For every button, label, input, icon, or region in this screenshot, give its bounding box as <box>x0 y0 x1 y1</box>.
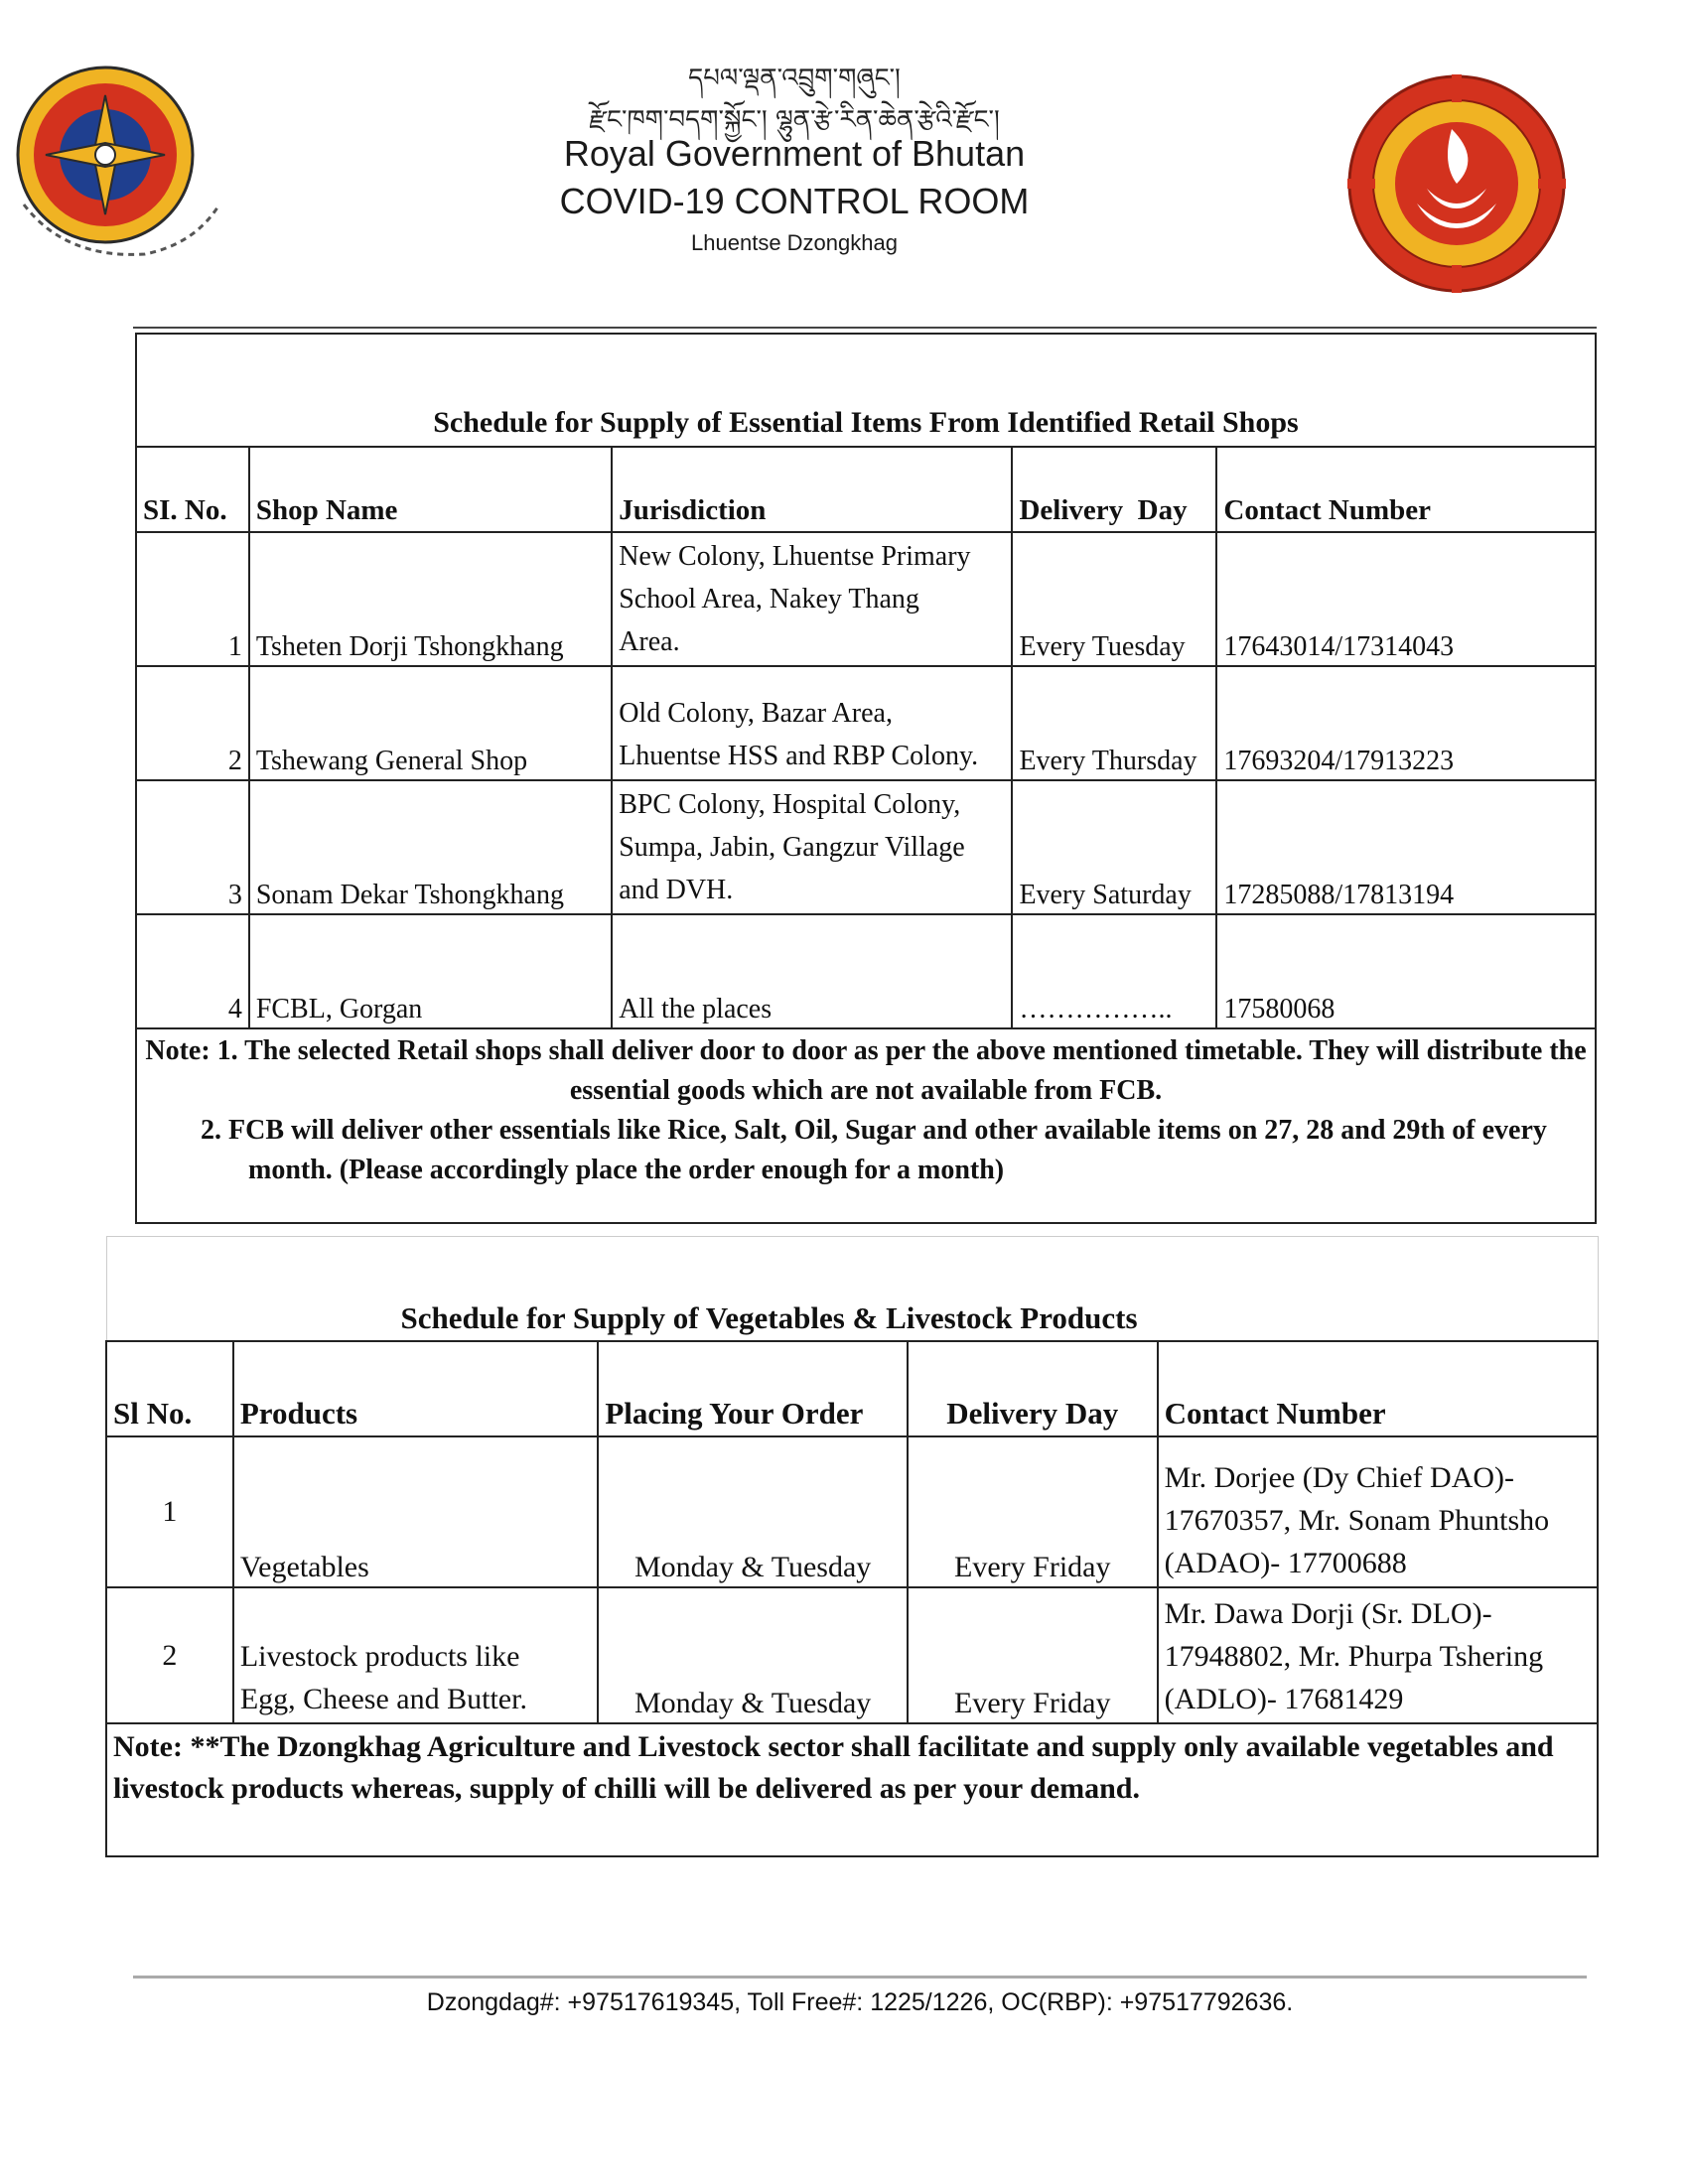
table2-contact <box>1158 1587 1598 1723</box>
jurisdiction-line: and DVH. <box>619 875 734 905</box>
table1-sl: 2 <box>136 666 249 780</box>
jurisdiction-line: Sumpa, Jabin, Gangzur Village <box>619 832 965 863</box>
table2-sl: 2 <box>106 1587 233 1723</box>
table1-day: Every Tuesday <box>1012 532 1216 666</box>
table2-sl: 1 <box>106 1436 233 1587</box>
dzongkha-title-line-1: དཔལ་ལྡན་འབྲུག་གཞུང་། <box>688 64 901 93</box>
contact-line: (ADLO)- 17681429 <box>1164 1683 1404 1715</box>
table1-header-row <box>136 447 1596 532</box>
header-divider <box>133 327 1597 329</box>
jurisdiction-line: Area. <box>619 626 680 657</box>
table2-day: Every Friday <box>908 1587 1158 1723</box>
table1-header-sl: SI. No. <box>136 447 249 532</box>
table-row <box>106 1587 1598 1723</box>
product-line: Livestock products like <box>239 1640 520 1673</box>
table1-day: …………….. <box>1012 914 1216 1028</box>
jurisdiction-line: Lhuentse HSS and RBP Colony. <box>619 741 979 771</box>
table-row <box>136 532 1596 666</box>
dzongkhag-wheel-emblem-icon <box>1342 69 1571 298</box>
vegetables-livestock-schedule-table <box>105 1236 1599 1857</box>
note-item-1: Note: 1. The selected Retail shops shall deliver door to door as per the above mentioned timetable. They will distribute the essential goods which are not available from FCB. <box>145 1035 1587 1106</box>
table2-order: Monday & Tuesday <box>598 1436 908 1587</box>
dzongkhag-name: Lhuentse Dzongkhag <box>691 230 898 255</box>
product-line: Egg, Cheese and Butter. <box>239 1683 527 1715</box>
control-room-title: COVID-19 CONTROL ROOM <box>559 181 1030 221</box>
table-row <box>136 666 1596 780</box>
contact-line: (ADAO)- 17700688 <box>1164 1547 1407 1579</box>
table1-jurisdiction <box>612 666 1012 780</box>
table1-contact: 17693204/17913223 <box>1216 666 1596 780</box>
contact-line: 17670357, Mr. Sonam Phuntsho <box>1164 1504 1550 1537</box>
table-row <box>106 1436 1598 1587</box>
table2-header-contact: Contact Number <box>1158 1341 1598 1436</box>
table2-header-row <box>106 1341 1598 1436</box>
table2-product: Vegetables <box>233 1436 599 1587</box>
table1-jurisdiction: All the places <box>612 914 1012 1028</box>
table1-contact: 17580068 <box>1216 914 1596 1028</box>
table1-shop: Tshewang General Shop <box>249 666 612 780</box>
table2-header-sl: Sl No. <box>106 1341 233 1436</box>
table2-order: Monday & Tuesday <box>598 1587 908 1723</box>
table1-shop: Tsheten Dorji Tshongkhang <box>249 532 612 666</box>
note-item-2: 2. FCB will deliver other essentials like Rice, Salt, Oil, Sugar and other available items on 27, 28 and 29th of every month. (Please accordingly place the order enough for a month) <box>201 1115 1547 1185</box>
table2-day: Every Friday <box>908 1436 1158 1587</box>
retail-shops-schedule-table <box>135 333 1597 1224</box>
table1-header-day: Delivery Day <box>1012 447 1216 532</box>
table1-jurisdiction <box>612 780 1012 914</box>
table1-header-contact: Contact Number <box>1216 447 1596 532</box>
table1-sl: 4 <box>136 914 249 1028</box>
table2-header-day: Delivery Day <box>908 1341 1158 1436</box>
table2-note: Note: **The Dzongkhag Agriculture and Livestock sector shall facilitate and supply only available vegetables and livestock products whereas, supply of chilli will be delivered as per your demand. <box>106 1723 1598 1856</box>
footer-divider <box>133 1976 1587 1979</box>
table1-header-shop: Shop Name <box>249 447 612 532</box>
jurisdiction-line: School Area, Nakey Thang <box>619 584 919 614</box>
table1-jurisdiction <box>612 532 1012 666</box>
table1-sl: 1 <box>136 532 249 666</box>
jurisdiction-line: BPC Colony, Hospital Colony, <box>619 789 961 820</box>
table1-note <box>136 1028 1596 1223</box>
table2-contact <box>1158 1436 1598 1587</box>
contact-line: 17948802, Mr. Phurpa Tshering <box>1164 1640 1544 1673</box>
table1-day: Every Saturday <box>1012 780 1216 914</box>
government-title: Royal Government of Bhutan <box>563 133 1026 174</box>
table2-title: Schedule for Supply of Vegetables & Livestock Products <box>106 1237 1598 1342</box>
royal-government-emblem-icon <box>6 56 224 274</box>
table2-product <box>233 1587 599 1723</box>
table1-contact: 17285088/17813194 <box>1216 780 1596 914</box>
table1-title: Schedule for Supply of Essential Items From Identified Retail Shops <box>136 334 1596 447</box>
table-row <box>136 914 1596 1028</box>
dzongkha-title-line-2: རྫོང་ཁག་བདག་སྐྱོང་། ལྷུན་རྩེ་རིན་ཆེན་རྩེའི་རྫོང་། <box>589 105 1000 135</box>
jurisdiction-line: Old Colony, Bazar Area, <box>619 698 893 729</box>
footer-contacts: Dzongdag#: +97517619345, Toll Free#: 1225/1226, OC(RBP): +97517792636. <box>426 1988 1294 2016</box>
contact-line: Mr. Dorjee (Dy Chief DAO)- <box>1164 1461 1515 1494</box>
table1-day: Every Thursday <box>1012 666 1216 780</box>
table-row <box>136 780 1596 914</box>
table1-shop: FCBL, Gorgan <box>249 914 612 1028</box>
table1-sl: 3 <box>136 780 249 914</box>
table1-shop: Sonam Dekar Tshongkhang <box>249 780 612 914</box>
table2-header-order: Placing Your Order <box>598 1341 908 1436</box>
table1-header-jurisdiction: Jurisdiction <box>612 447 1012 532</box>
table1-contact: 17643014/17314043 <box>1216 532 1596 666</box>
contact-line: Mr. Dawa Dorji (Sr. DLO)- <box>1164 1597 1492 1630</box>
table2-header-products: Products <box>233 1341 599 1436</box>
jurisdiction-line: New Colony, Lhuentse Primary <box>619 541 971 572</box>
